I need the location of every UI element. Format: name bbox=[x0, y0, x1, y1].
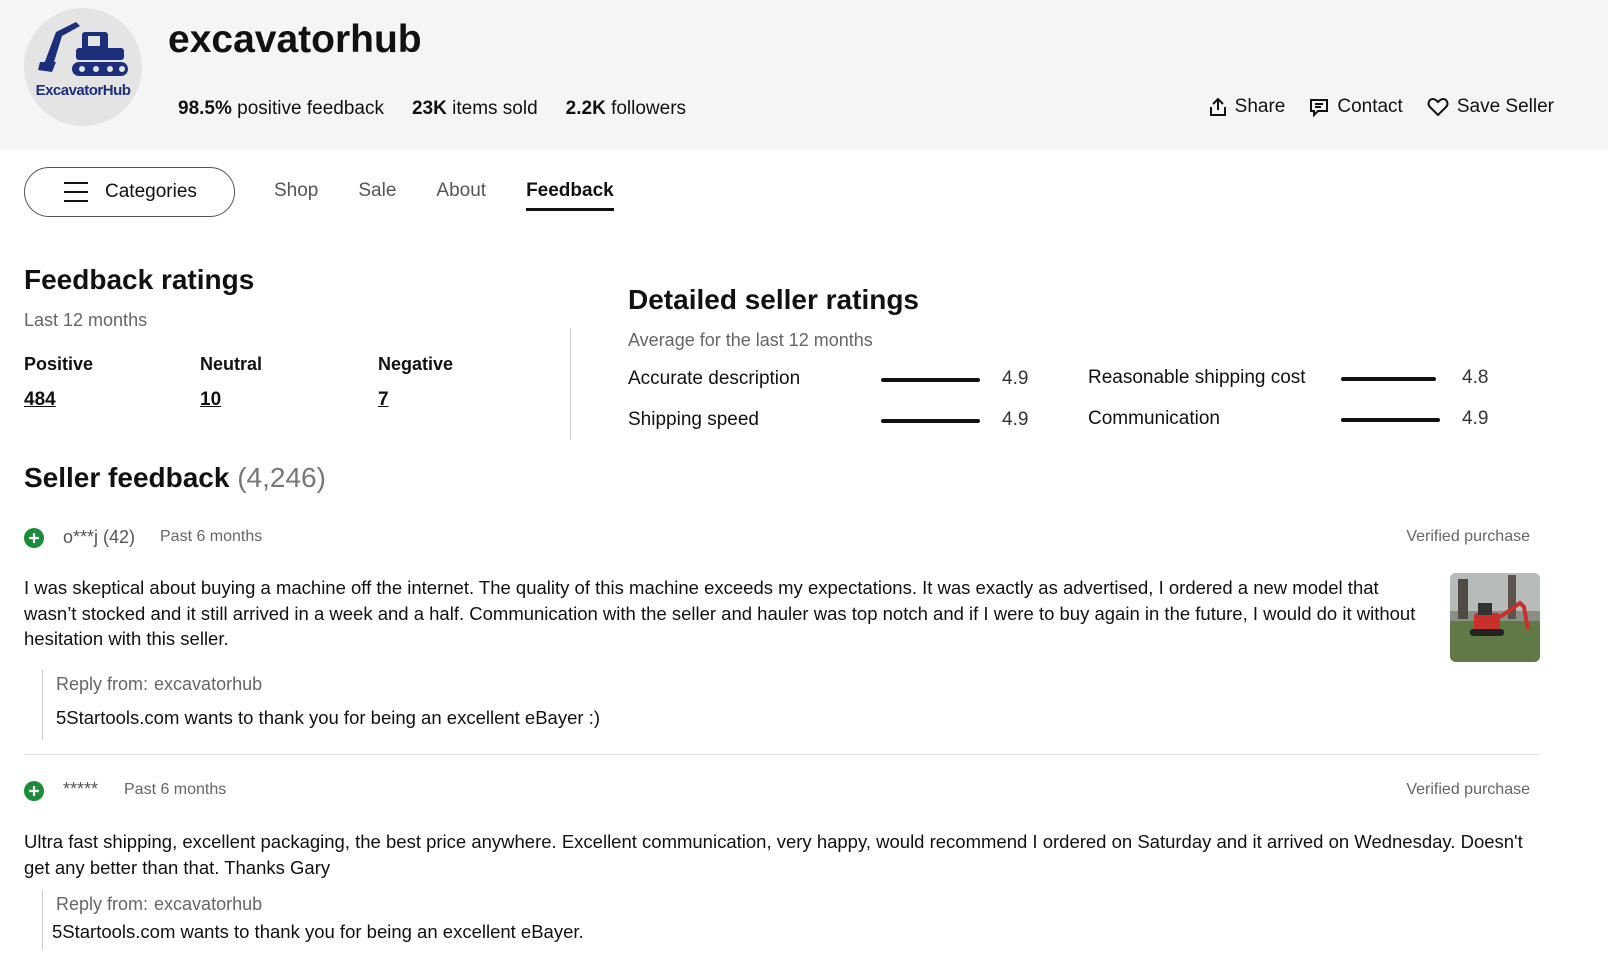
dsr-value-shipping-cost: 4.8 bbox=[1462, 367, 1489, 388]
tab-shop[interactable]: Shop bbox=[274, 180, 319, 201]
plus-circle-icon bbox=[24, 528, 44, 548]
plus-circle-icon bbox=[24, 781, 44, 801]
neutral-rating bbox=[200, 354, 262, 411]
feedback-photo-thumbnail[interactable] bbox=[1450, 573, 1540, 662]
negative-count-link[interactable]: 7 bbox=[378, 389, 389, 410]
dsr-label-shipping-speed: Shipping speed bbox=[628, 409, 759, 430]
reply-message: 5Startools.com wants to thank you for being an excellent eBayer. bbox=[52, 921, 584, 942]
reply-message: 5Startools.com wants to thank you for being an excellent eBayer :) bbox=[56, 707, 600, 728]
dsr-value-communication: 4.9 bbox=[1462, 408, 1489, 429]
feedback-user: ***** bbox=[63, 779, 99, 799]
detailed-ratings-subtitle: Average for the last 12 months bbox=[628, 330, 873, 350]
negative-label: Negative bbox=[378, 354, 454, 374]
verified-purchase-badge: Verified purchase bbox=[1406, 528, 1530, 545]
feedback-time: Past 6 months bbox=[124, 781, 227, 798]
dsr-bar-shipping-speed bbox=[881, 419, 980, 423]
verified-purchase-badge: Verified purchase bbox=[1406, 781, 1530, 798]
positive-rating bbox=[24, 354, 93, 411]
seller-feedback-title bbox=[24, 462, 326, 494]
feedback-time: Past 6 months bbox=[160, 528, 263, 545]
reply-header bbox=[56, 674, 600, 695]
share-button[interactable] bbox=[1209, 96, 1286, 118]
chat-icon bbox=[1309, 97, 1329, 117]
reply-from-user: excavatorhub bbox=[154, 674, 263, 694]
positive-feedback-stat: 98.5% positive feedback bbox=[178, 98, 384, 119]
seller-feedback-heading: Seller feedback bbox=[24, 462, 230, 493]
feedback-divider bbox=[24, 754, 1540, 755]
dsr-label-shipping-cost: Reasonable shipping cost bbox=[1088, 367, 1306, 388]
save-seller-button[interactable] bbox=[1427, 96, 1554, 118]
dsr-value-shipping-speed: 4.9 bbox=[1002, 409, 1029, 430]
share-icon bbox=[1209, 97, 1227, 117]
tab-feedback[interactable]: Feedback bbox=[526, 180, 614, 211]
share-label: Share bbox=[1234, 96, 1286, 117]
contact-button[interactable] bbox=[1309, 96, 1402, 118]
seller-actions bbox=[1209, 96, 1554, 118]
seller-logo[interactable] bbox=[24, 8, 142, 126]
dsr-label-accurate-description: Accurate description bbox=[628, 368, 801, 389]
neutral-label: Neutral bbox=[200, 354, 263, 374]
reply-label: Reply from: bbox=[56, 674, 149, 694]
items-sold-stat: 23K items sold bbox=[411, 98, 538, 119]
logo-text: ExcavatorHub bbox=[35, 82, 131, 99]
reply-header bbox=[56, 894, 584, 915]
positive-label: Positive bbox=[24, 354, 94, 374]
dsr-label-communication: Communication bbox=[1088, 408, 1220, 429]
positive-count-link[interactable]: 484 bbox=[24, 389, 56, 410]
seller-reply bbox=[42, 670, 600, 740]
heart-icon bbox=[1427, 97, 1449, 117]
dsr-bar-communication bbox=[1341, 418, 1440, 422]
detailed-ratings-title: Detailed seller ratings bbox=[628, 284, 920, 315]
seller-feedback-count: (4,246) bbox=[237, 462, 326, 493]
reply-from-user: excavatorhub bbox=[154, 894, 263, 914]
feedback-comment: Ultra fast shipping, excellent packaging, the best price anywhere. Excellent communication, very happy, would recommend I ordered on Saturday and it arrived on Wednesday. Doesn't get any better than that. Thanks Gary bbox=[24, 831, 1523, 878]
feedback-ratings-title: Feedback ratings bbox=[24, 264, 255, 295]
seller-reply bbox=[42, 890, 584, 950]
seller-stats bbox=[178, 98, 686, 120]
store-name: excavatorhub bbox=[168, 18, 422, 61]
categories-label: Categories bbox=[105, 181, 197, 202]
tab-about[interactable]: About bbox=[436, 180, 487, 201]
categories-button[interactable] bbox=[24, 167, 235, 217]
hamburger-icon bbox=[63, 181, 89, 203]
ratings-divider bbox=[570, 328, 571, 440]
save-seller-label: Save Seller bbox=[1456, 96, 1554, 117]
feedback-comment: I was skeptical about buying a machine off the internet. The quality of this machine exceeds my expectations. It was exactly as advertised, I ordered a new model that wasn’t stocked and it still arrived in a week and a half. Communication with the seller and hauler was top notch and if I were to buy again in the future, I would do it without hesitation with this seller. bbox=[24, 577, 1416, 649]
contact-label: Contact bbox=[1337, 96, 1403, 117]
excavator-icon bbox=[36, 18, 130, 82]
dsr-bar-accurate-description bbox=[881, 378, 980, 382]
store-tabs bbox=[274, 180, 614, 211]
followers-stat: 2.2K followers bbox=[565, 98, 687, 119]
reply-label: Reply from: bbox=[56, 894, 149, 914]
feedback-ratings-subtitle: Last 12 months bbox=[24, 310, 148, 330]
negative-rating bbox=[378, 354, 453, 411]
dsr-bar-shipping-cost bbox=[1341, 377, 1436, 381]
feedback-user: o***j (42) bbox=[63, 527, 136, 547]
neutral-count-link[interactable]: 10 bbox=[200, 389, 222, 410]
seller-header bbox=[0, 0, 1608, 150]
tab-sale[interactable]: Sale bbox=[358, 180, 397, 201]
dsr-value-accurate-description: 4.9 bbox=[1002, 368, 1029, 389]
